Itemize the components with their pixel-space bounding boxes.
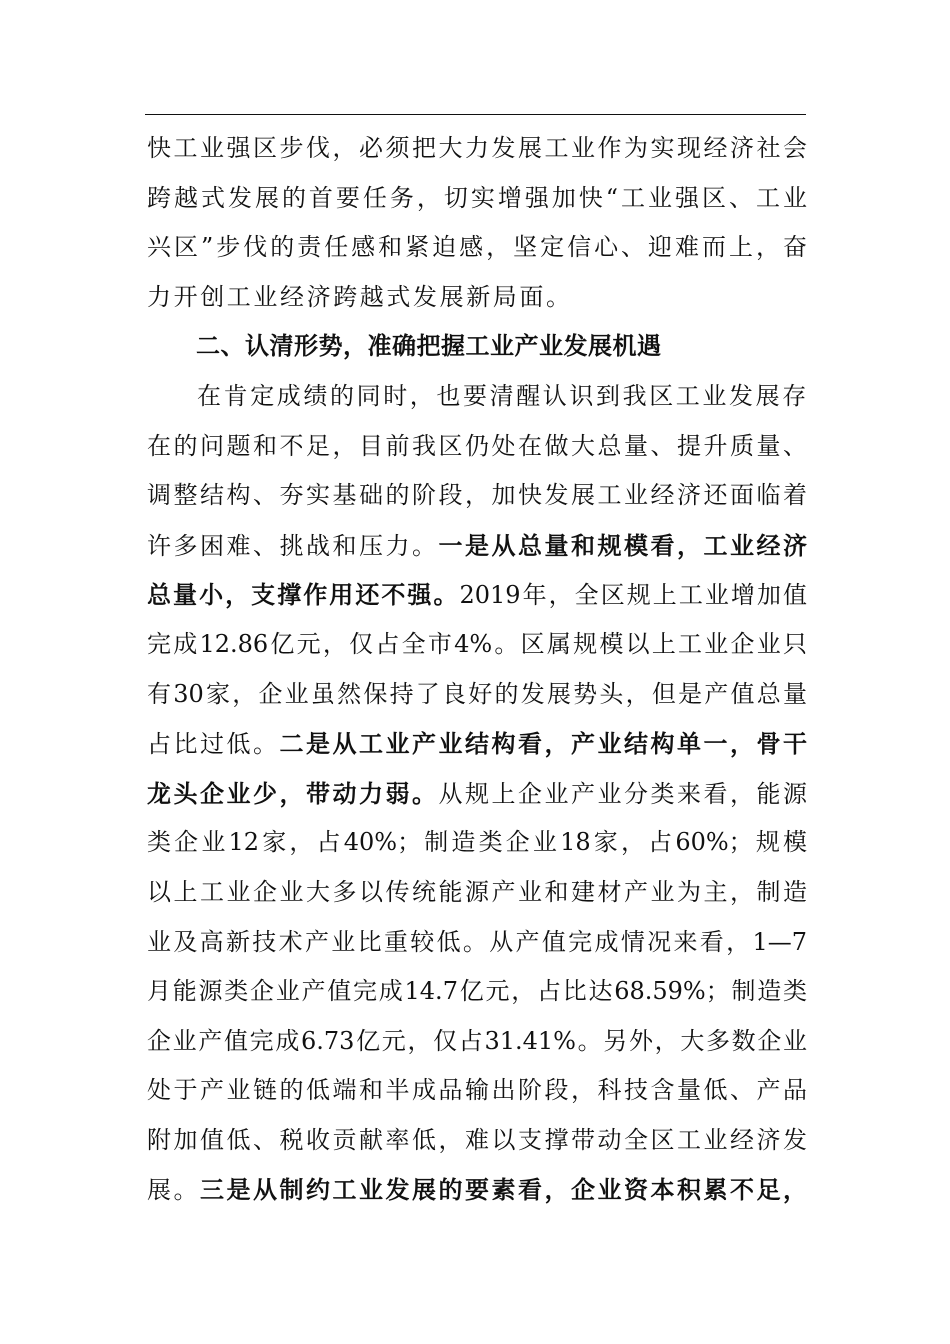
text-segment: 许多困难、挑战和压力。 bbox=[147, 531, 439, 560]
text-line bbox=[147, 670, 807, 720]
text-segment: 调整结构、夯实基础的阶段，加快发展工业经济还面临着 bbox=[147, 481, 807, 510]
text-line bbox=[147, 174, 807, 224]
text-line bbox=[147, 1017, 807, 1067]
text-segment: 展。 bbox=[147, 1176, 200, 1205]
text-segment: 以上工业企业大多以传统能源产业和建材产业为主，制造 bbox=[147, 877, 807, 906]
text-segment: 占比过低。 bbox=[147, 730, 280, 759]
text-segment: 2019年，全区规上工业增加值 bbox=[459, 581, 808, 610]
section-heading bbox=[147, 322, 807, 372]
text-line bbox=[147, 223, 807, 273]
text-segment-bold: 龙头企业少，带动力弱。 bbox=[147, 778, 439, 808]
text-segment: 跨越式发展的首要任务，切实增强加快“工业强区、工业 bbox=[147, 183, 807, 212]
text-segment: 处于产业链的低端和半成品输出阶段，科技含量低、产品 bbox=[147, 1076, 807, 1105]
text-line bbox=[147, 818, 807, 868]
text-line bbox=[147, 273, 807, 323]
text-segment: 企业产值完成6.73亿元，仅占31.41%。另外，大多数企业 bbox=[147, 1026, 807, 1055]
section-heading-text: 二、认清形势，准确把握工业产业发展机遇 bbox=[196, 332, 662, 361]
text-line bbox=[147, 868, 807, 918]
text-line bbox=[147, 422, 807, 472]
text-line bbox=[147, 570, 807, 620]
text-segment: 从规上企业产业分类来看，能源 bbox=[438, 779, 807, 808]
text-segment: 在肯定成绩的同时，也要清醒认识到我区工业发展存 bbox=[197, 381, 809, 410]
text-segment: 兴区”步伐的责任感和紧迫感，坚定信心、迎难而上，奋 bbox=[147, 233, 807, 262]
text-line bbox=[147, 124, 807, 174]
text-segment: 完成12.86亿元，仅占全市4%。区属规模以上工业企业只 bbox=[147, 629, 807, 658]
text-line bbox=[147, 471, 807, 521]
text-segment: 附加值低、税收贡献率低，难以支撑带动全区工业经济发 bbox=[147, 1125, 807, 1154]
text-segment: 类企业12家，占40%；制造类企业18家，占60%；规模 bbox=[147, 828, 807, 857]
text-line bbox=[147, 1165, 807, 1215]
text-line bbox=[147, 719, 807, 769]
body-text bbox=[147, 124, 807, 1215]
text-line bbox=[147, 620, 807, 670]
text-segment: 有30家，企业虽然保持了良好的发展势头，但是产值总量 bbox=[147, 679, 807, 708]
text-segment: 在的问题和不足，目前我区仍处在做大总量、提升质量、 bbox=[147, 431, 807, 460]
text-segment: 力开创工业经济跨越式发展新局面。 bbox=[147, 282, 573, 311]
text-segment-bold: 总量小，支撑作用还不强。 bbox=[147, 580, 460, 610]
text-line bbox=[147, 1116, 807, 1166]
text-line bbox=[147, 372, 807, 422]
text-line bbox=[147, 769, 807, 819]
text-segment: 业及高新技术产业比重较低。从产值完成情况来看，1—7 bbox=[147, 927, 807, 956]
text-segment-bold: 一是从总量和规模看，工业经济 bbox=[438, 530, 807, 560]
text-line bbox=[147, 1066, 807, 1116]
text-line bbox=[147, 918, 807, 968]
text-segment: 快工业强区步伐，必须把大力发展工业作为实现经济社会 bbox=[147, 134, 807, 162]
text-line bbox=[147, 967, 807, 1017]
text-segment-bold: 二是从工业产业结构看，产业结构单一，骨干 bbox=[279, 729, 807, 759]
text-segment: 月能源类企业产值完成14.7亿元，占比达68.59%；制造类 bbox=[147, 977, 807, 1006]
header-rule bbox=[145, 114, 806, 115]
text-segment-bold: 三是从制约工业发展的要素看，企业资本积累不足， bbox=[200, 1175, 807, 1205]
text-line bbox=[147, 521, 807, 571]
